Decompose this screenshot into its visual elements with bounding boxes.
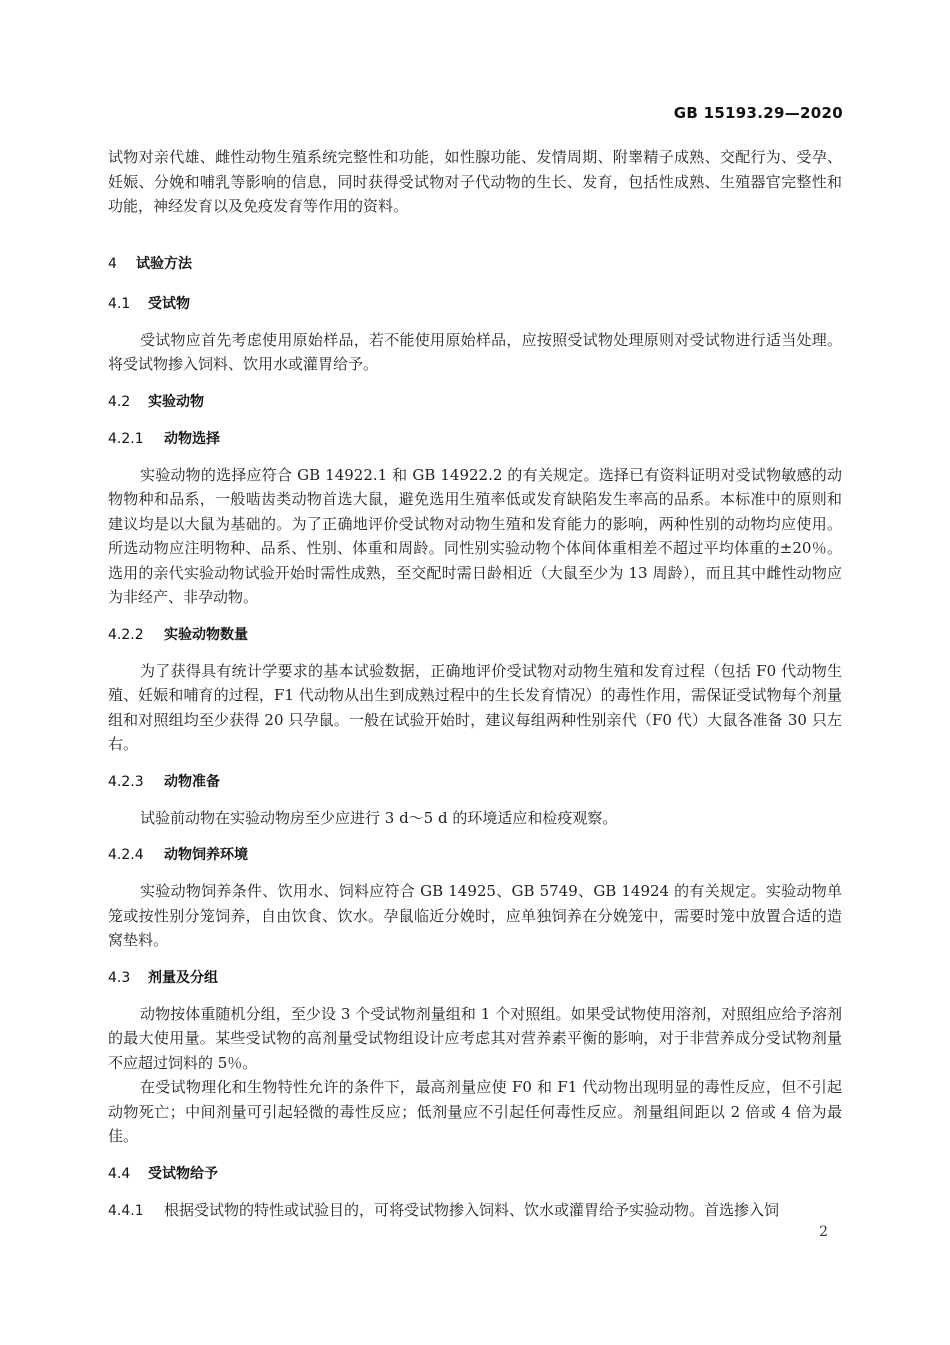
section-4-2-2-heading xyxy=(108,623,842,647)
section-4-3-paragraph-1: 动物按体重随机分组，至少设 3 个受试物剂量组和 1 个对照组。如果受试物使用溶剂，对照组应给予溶剂的最大使用量。某些受试物的高剂量受试物组设计应考虑其对营养素平衡的影响，对于非营养成分受试物剂量不应超过饲料的 5％。 xyxy=(108,1004,842,1072)
section-number: 4.4.1 xyxy=(108,1202,144,1219)
page-number: 2 xyxy=(819,1224,828,1240)
section-4-4-1-text: 根据受试物的特性或试验目的，可将受试物掺入饲料、饮水或灌胃给予实验动物。首选掺入饲 xyxy=(164,1200,780,1219)
section-title: 实验动物 xyxy=(148,393,204,410)
section-title: 动物饲养环境 xyxy=(164,847,248,863)
section-4-3-paragraph-2: 在受试物理化和生物特性允许的条件下，最高剂量应使 F0 和 F1 代动物出现明显的毒性反应，但不引起动物死亡；中间剂量可引起轻微的毒性反应；低剂量应不引起任何毒性反应。剂量组间距以 2 倍或 4 倍为最佳。 xyxy=(108,1078,842,1145)
section-4-2-2-paragraph: 为了获得具有统计学要求的基本试验数据，正确地评价受试物对动物生殖和发育过程（包括 F0 代动物生殖、妊娠和哺育的过程，F1 代动物从出生到成熟过程中的生长发育情况）的毒性作用，需保证受试物每个剂量组和对照组均至少获得 20 只孕鼠。一般在试验开始时，建议每组两种性别亲代（F0 代）大鼠各准备 30 只左右。 xyxy=(108,661,842,753)
section-4-2-3-paragraph: 试验前动物在实验动物房至少应进行 3 d～5 d 的环境适应和检疫观察。 xyxy=(140,808,618,827)
section-number: 4.2.4 xyxy=(108,847,144,863)
document-body xyxy=(108,145,842,1223)
section-title: 剂量及分组 xyxy=(148,969,218,986)
section-title: 受试物 xyxy=(148,295,190,312)
standard-code-header: GB 15193.29—2020 xyxy=(673,104,843,122)
section-4-3-heading xyxy=(108,966,842,990)
section-4-4-heading xyxy=(108,1162,842,1186)
section-title: 动物选择 xyxy=(164,430,220,447)
section-4-heading xyxy=(108,252,842,276)
section-title: 实验动物数量 xyxy=(164,626,248,643)
section-number: 4.1 xyxy=(108,295,131,312)
section-number: 4 xyxy=(108,255,117,272)
section-title: 动物准备 xyxy=(164,773,220,790)
section-number: 4.2.3 xyxy=(108,773,144,790)
section-4-2-1-heading xyxy=(108,427,842,451)
intro-paragraph: 试物对亲代雄、雌性动物生殖系统完整性和功能，如性腺功能、发情周期、附睾精子成熟、交配行为、受孕、妊娠、分娩和哺乳等影响的信息，同时获得受试物对子代动物的生长、发育，包括性成熟、生殖器官完整性和功能，神经发育以及免疫发育等作用的资料。 xyxy=(108,148,842,215)
section-4-2-heading xyxy=(108,390,842,414)
section-4-2-4-paragraph: 实验动物饲养条件、饮用水、饲料应符合 GB 14925、GB 5749、GB 14924 的有关规定。实验动物单笼或按性别分笼饲养，自由饮食、饮水。孕鼠临近分娩时，应单独饲养在分娩笼中，需要时笼中放置合适的造窝垫料。 xyxy=(108,882,842,949)
section-4-2-1-paragraph: 实验动物的选择应符合 GB 14922.1 和 GB 14922.2 的有关规定。选择已有资料证明对受试物敏感的动物物种和品系，一般啮齿类动物首选大鼠，避免选用生殖率低或发育缺陷发生率高的品系。本标准中的原则和建议均是以大鼠为基础的。为了正确地评价受试物对动物生殖和发育能力的影响，两种性别的动物均应使用。所选动物应注明物种、品系、性别、体重和周龄。同性别实验动物个体间体重相差不超过平均体重的±20％。选用的亲代实验动物试验开始时需性成熟，至交配时需日龄相近（大鼠至少为 13 周龄），而且其中雌性动物应为非经产、非孕动物。 xyxy=(108,465,842,606)
section-title: 试验方法 xyxy=(136,255,192,272)
section-4-1-paragraph: 受试物应首先考虑使用原始样品，若不能使用原始样品，应按照受试物处理原则对受试物进行适当处理。将受试物掺入饲料、饮用水或灌胃给予。 xyxy=(108,330,842,373)
section-number: 4.3 xyxy=(108,969,131,986)
section-number: 4.2.1 xyxy=(108,430,144,447)
section-4-2-4-heading xyxy=(108,843,842,867)
section-4-4-1-paragraph xyxy=(108,1198,842,1224)
section-title: 受试物给予 xyxy=(148,1165,218,1182)
section-4-2-3-heading xyxy=(108,770,842,794)
section-number: 4.2.2 xyxy=(108,626,144,643)
section-4-1-heading xyxy=(108,292,842,316)
section-number: 4.2 xyxy=(108,393,131,410)
section-number: 4.4 xyxy=(108,1165,131,1182)
